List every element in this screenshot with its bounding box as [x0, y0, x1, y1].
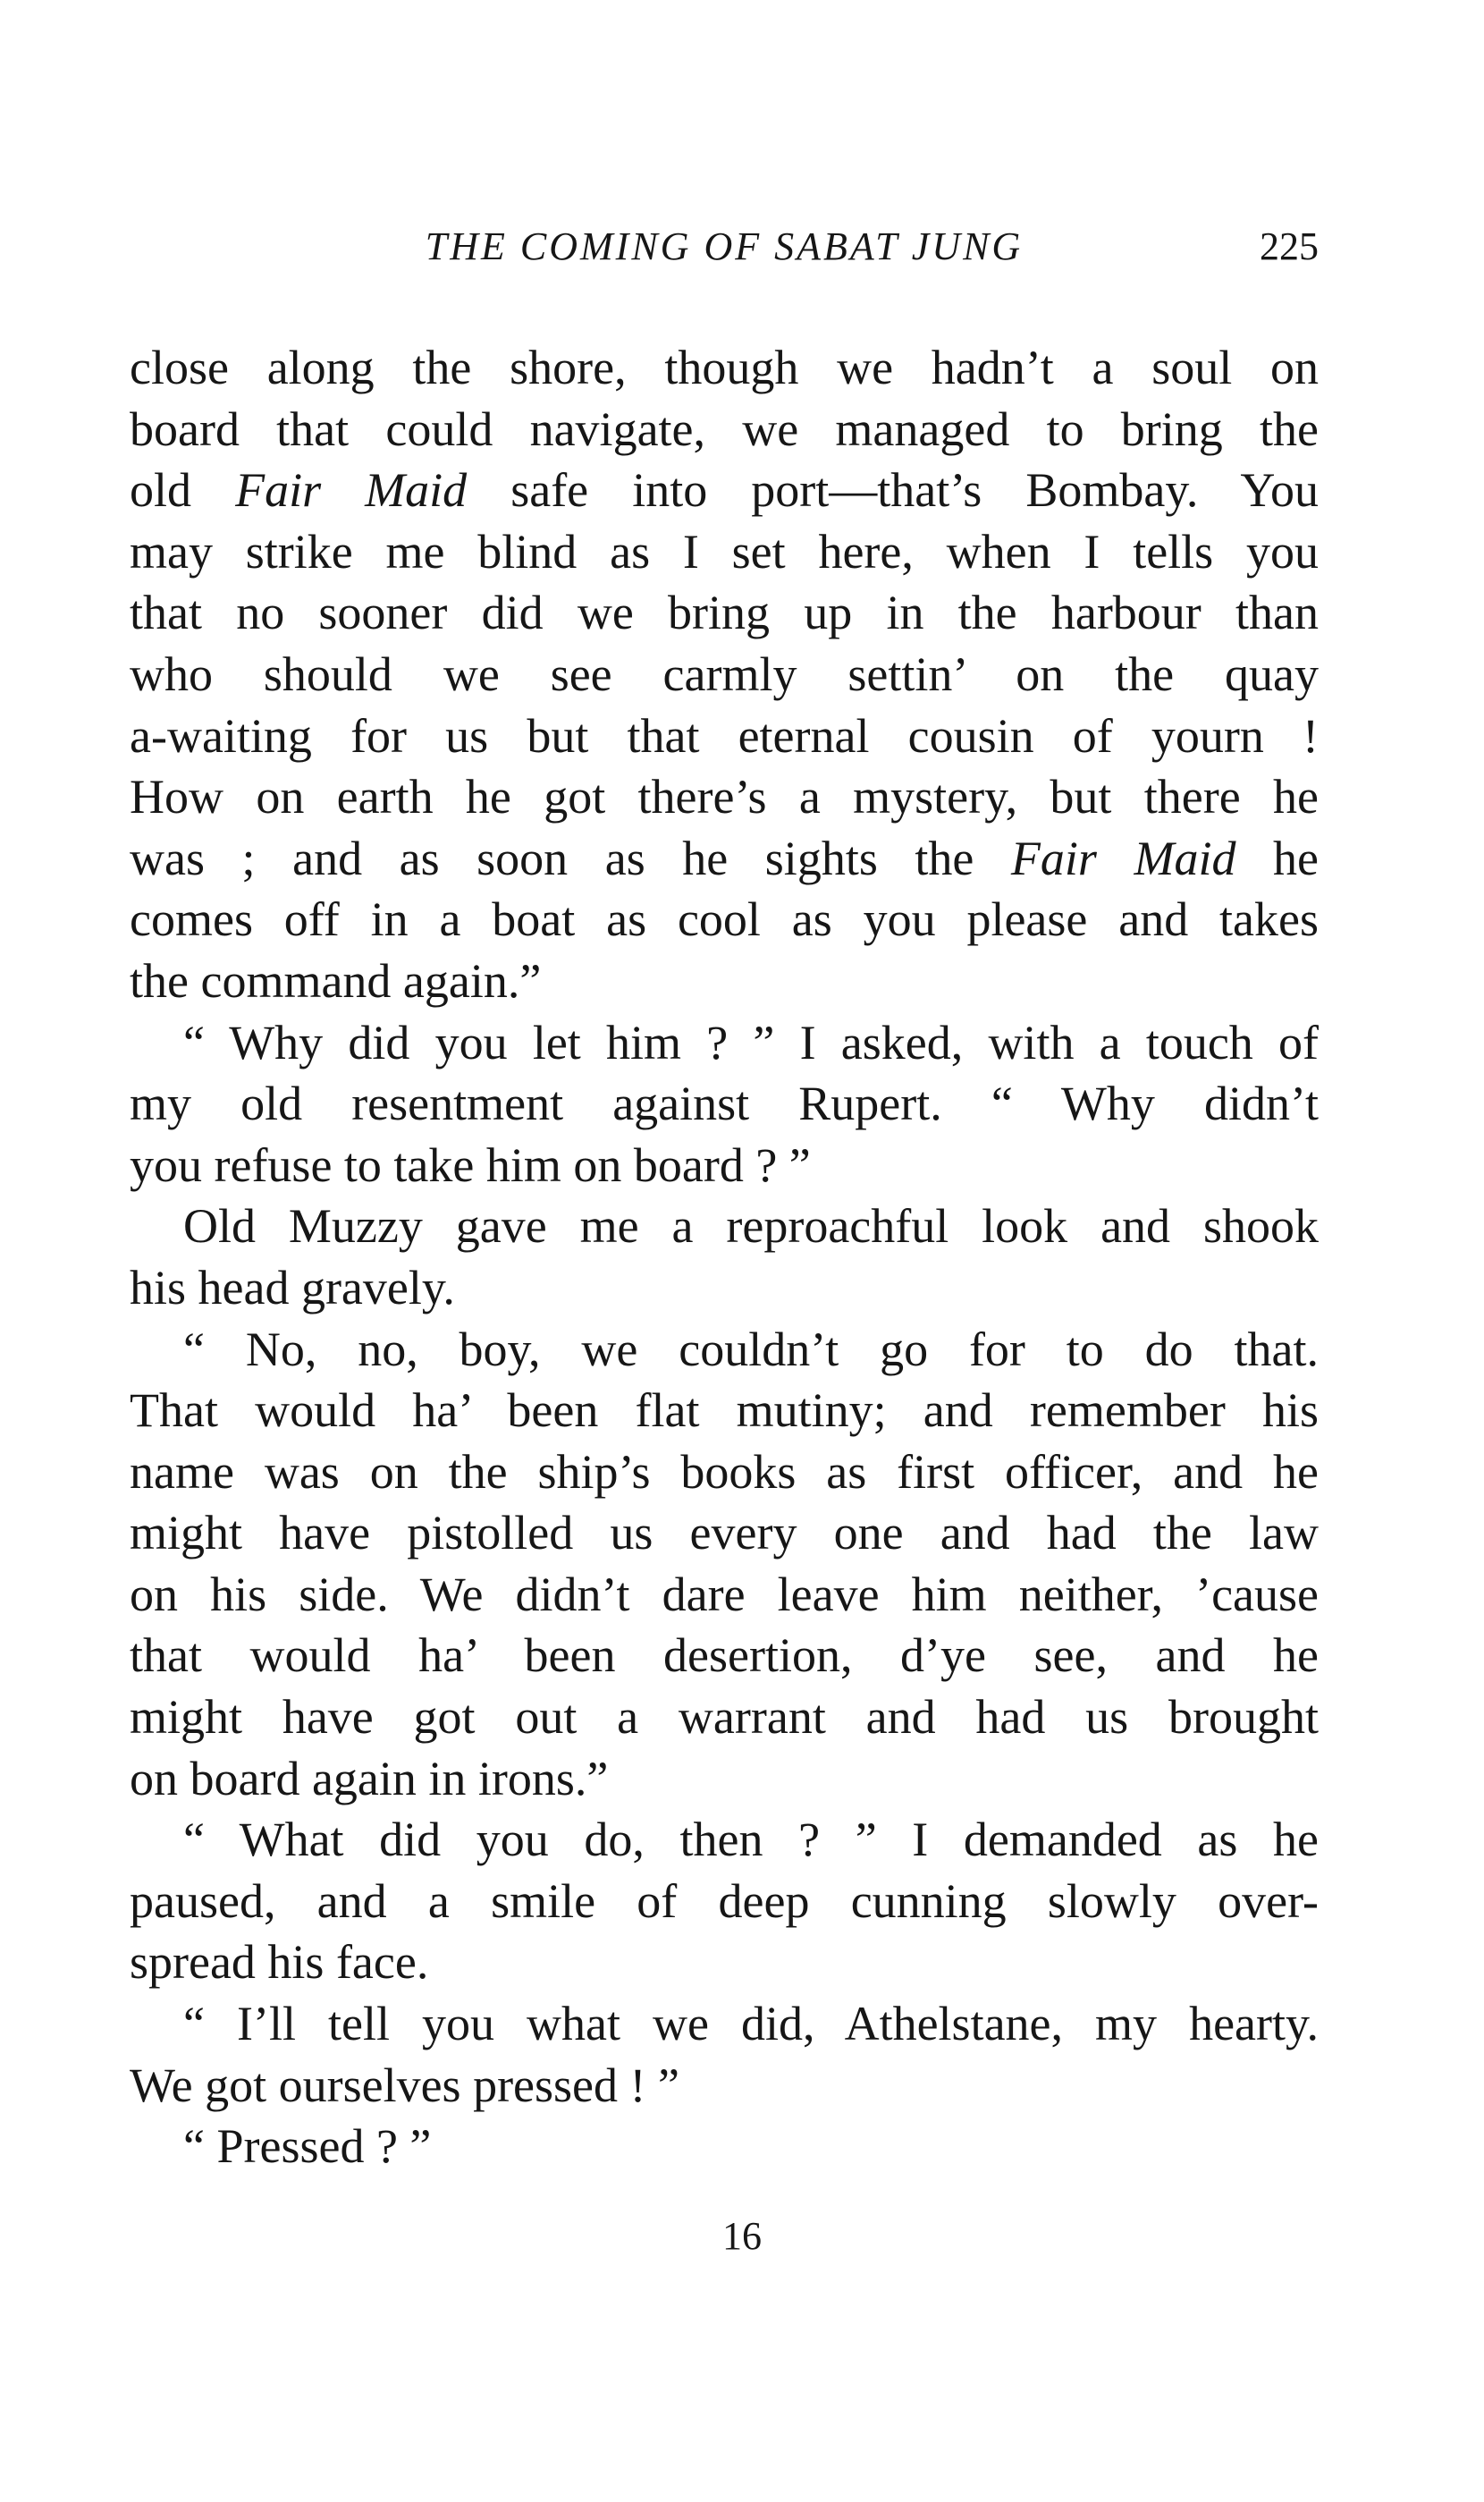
text-line: [130, 828, 1319, 890]
signature-mark: 16: [722, 2214, 762, 2258]
text-line: “ No, no, boy, we couldn’t go for to do that.: [183, 1322, 1319, 1376]
text-line: may strike me blind as I set here, when I tells you: [130, 524, 1319, 579]
text-line: that no sooner did we bring up in the harbour than: [130, 586, 1319, 640]
text-line: name was on the ship’s books as first officer, and he: [130, 1444, 1319, 1499]
text-line: “ Pressed ? ”: [183, 2119, 432, 2174]
text-line: [130, 460, 1319, 521]
text-line: his head gravely.: [130, 1260, 455, 1314]
text-line: board that could navigate, we managed to bring the: [130, 402, 1319, 456]
text-line: you refuse to take him on board ? ”: [130, 1137, 811, 1192]
text-segment: he: [1235, 831, 1319, 885]
text-line: “ What did you do, then ? ” I demanded as he: [183, 1813, 1319, 1867]
text-line: We got ourselves pressed ! ”: [130, 2058, 679, 2112]
running-title: THE COMING OF SABAT JUNG: [425, 224, 1024, 268]
text-segment: old: [130, 463, 236, 518]
text-line: might have got out a warrant and had us brought: [130, 1690, 1319, 1745]
text-line: comes off in a boat as cool as you please and takes: [130, 892, 1319, 947]
text-line: on board again in irons.”: [130, 1751, 609, 1805]
text-segment: safe into port—that’s Bombay. You: [467, 463, 1319, 518]
text-line: a-waiting for us but that eternal cousin of yourn !: [130, 708, 1319, 763]
text-line: that would ha’ been desertion, d’ye see, and he: [130, 1628, 1319, 1683]
text-line: my old resentment against Rupert. “ Why didn’t: [130, 1077, 1319, 1131]
text-line: might have pistolled us every one and had the law: [130, 1506, 1319, 1560]
text-line: paused, and a smile of deep cunning slowly over-: [130, 1873, 1319, 1928]
italic-title: Fair Maid: [235, 463, 468, 518]
text-line: spread his face.: [130, 1935, 429, 1990]
text-line: That would ha’ been flat mutiny; and remember his: [130, 1383, 1319, 1438]
text-line: on his side. We didn’t dare leave him neither, ’cause: [130, 1567, 1319, 1621]
text-line: Old Muzzy gave me a reproachful look and shook: [183, 1199, 1319, 1254]
text-line: “ Why did you let him ? ” I asked, with a touch of: [183, 1015, 1319, 1069]
text-line: the command again.”: [130, 953, 542, 1008]
running-head: [130, 224, 1319, 277]
body-text: [130, 337, 1319, 2177]
text-line: close along the shore, though we hadn’t a soul on: [130, 341, 1319, 394]
text-segment: was ; and as soon as he sights the: [130, 831, 1011, 885]
page-number: 225: [1260, 224, 1319, 268]
text-line: “ I’ll tell you what we did, Athelstane, my hearty.: [183, 1997, 1319, 2051]
italic-title: Fair Maid: [1010, 831, 1236, 885]
text-line: How on earth he got there’s a mystery, but there he: [130, 770, 1319, 824]
text-line: who should we see carmly settin’ on the quay: [130, 647, 1319, 701]
